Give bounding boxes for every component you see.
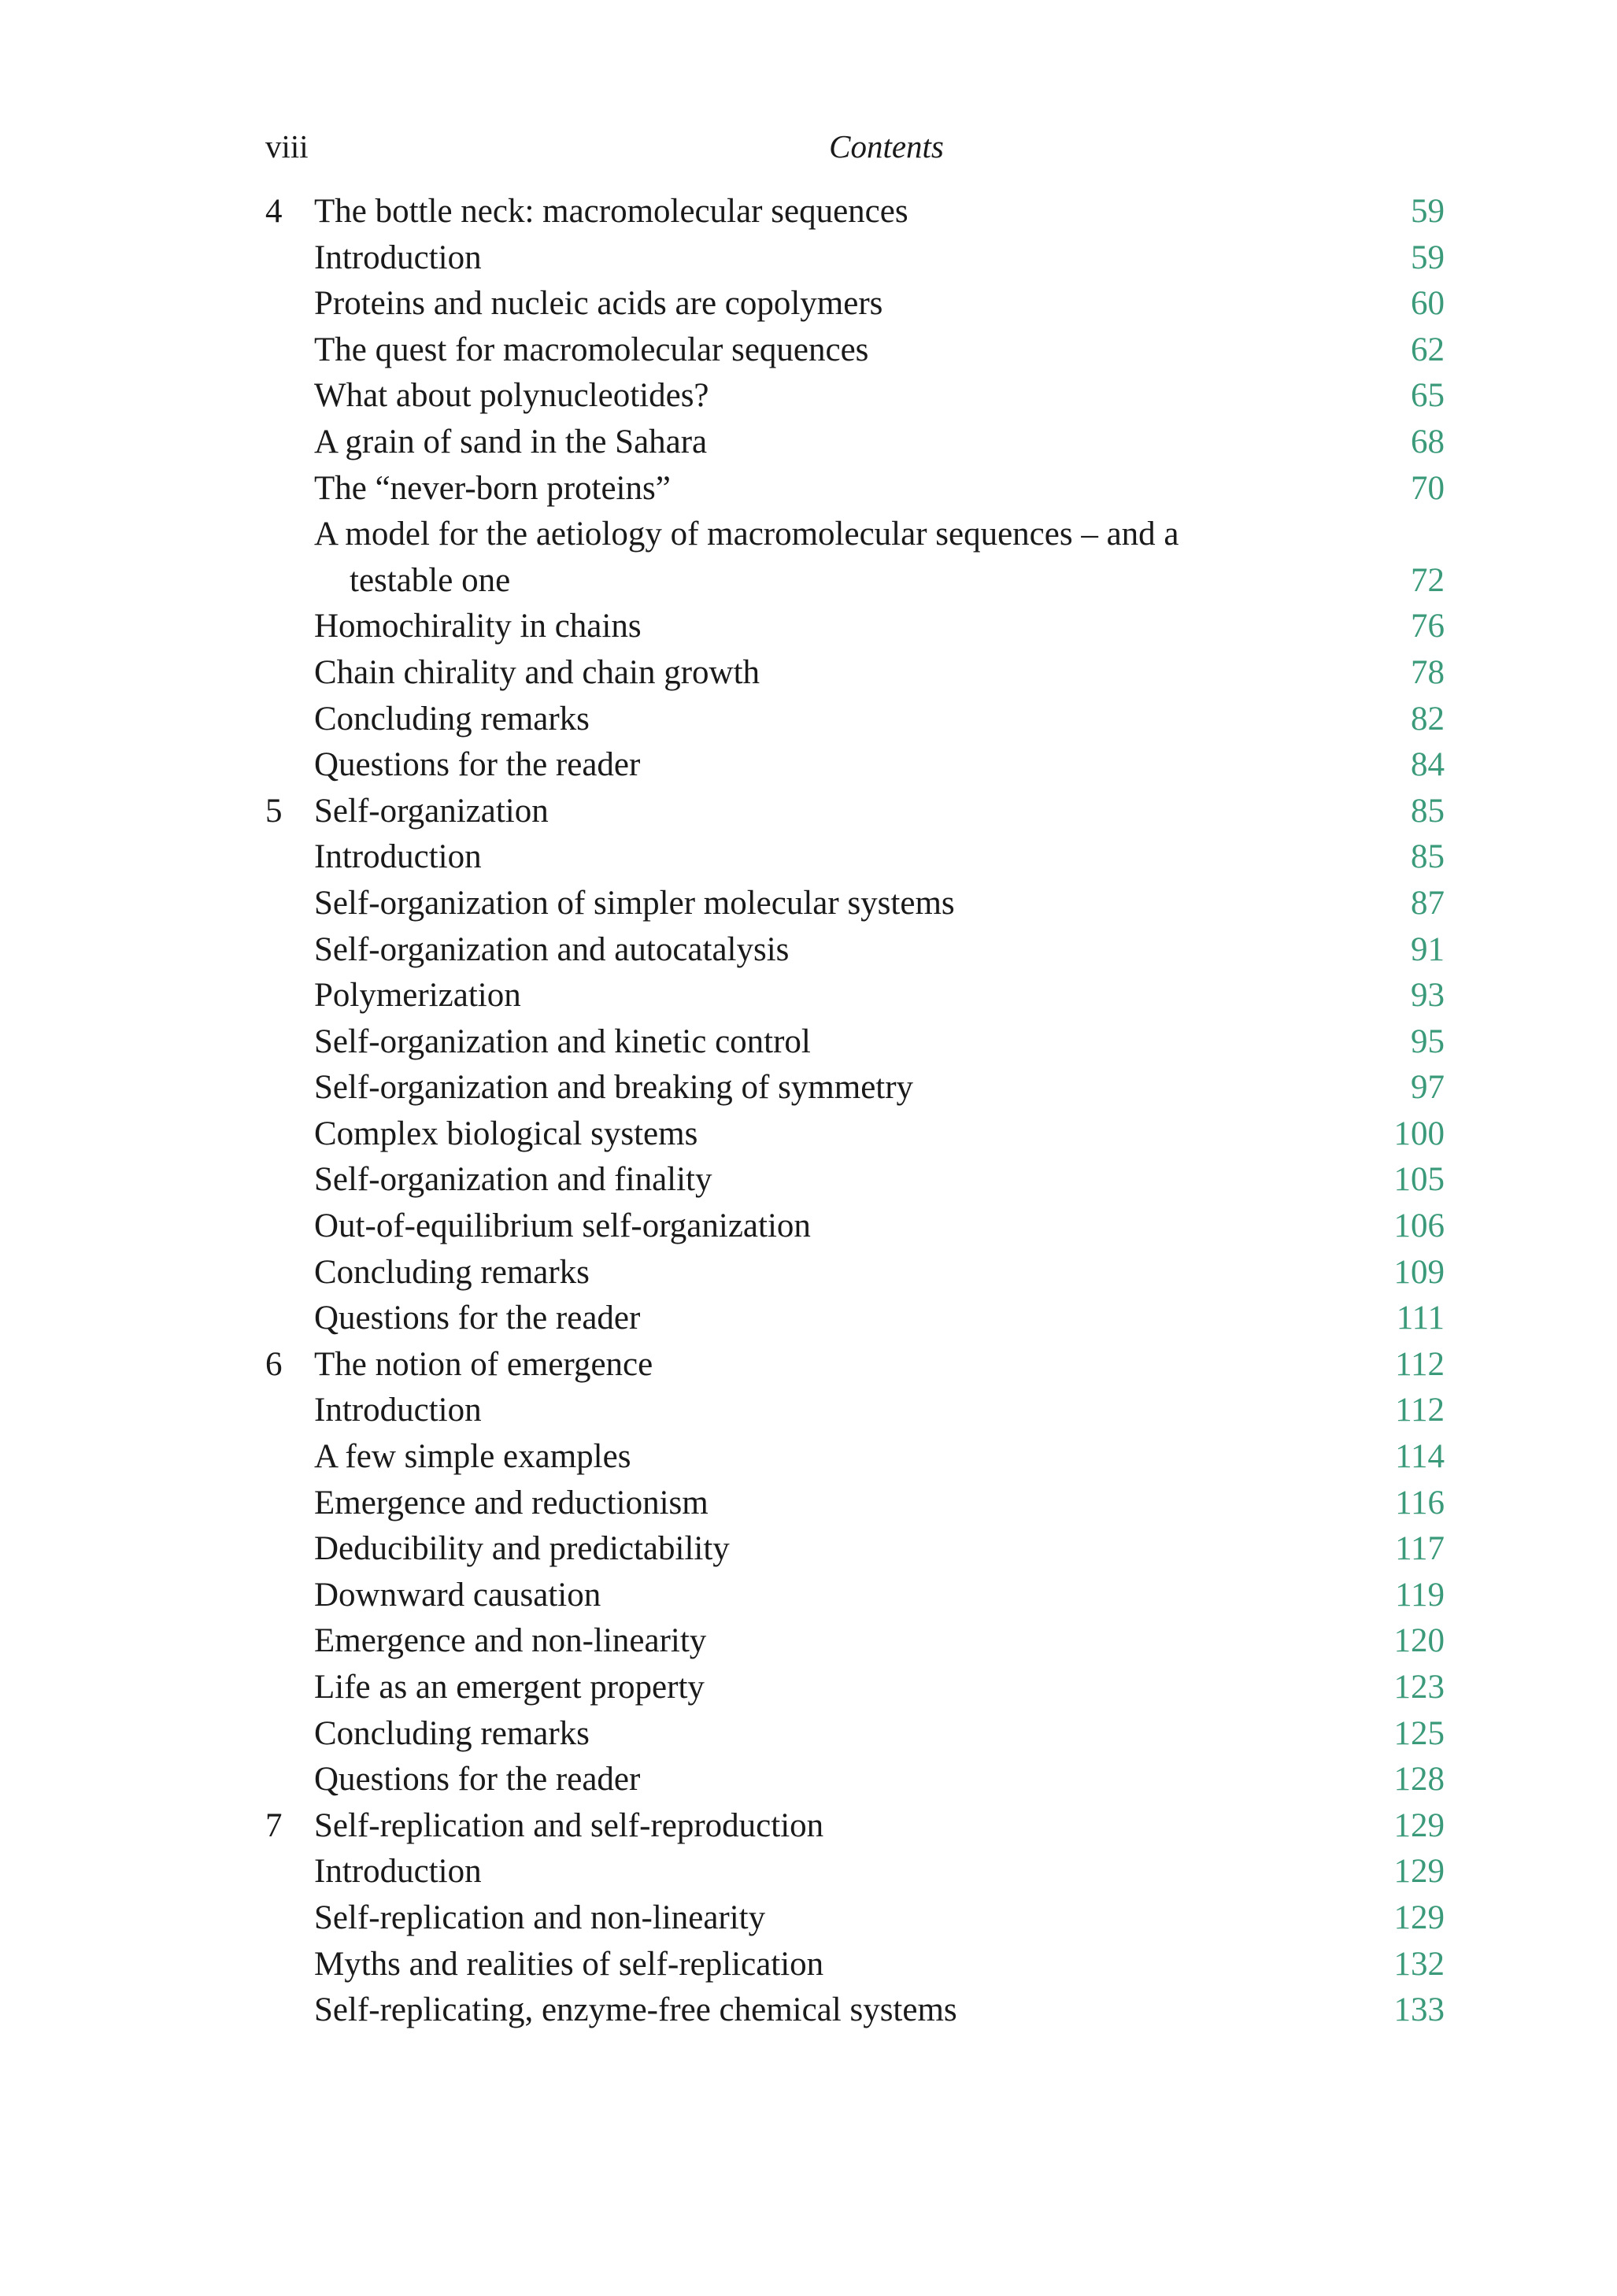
entry-title xyxy=(314,189,1338,235)
toc-section-row xyxy=(265,1757,1445,1803)
page-number: 59 xyxy=(1411,193,1445,230)
entry-title xyxy=(314,1203,1338,1250)
entry-title xyxy=(314,1618,1338,1665)
toc-section-row xyxy=(265,927,1445,974)
page-number: 87 xyxy=(1411,884,1445,922)
entry-title-text: Self-replication and self-reproduction xyxy=(314,1806,824,1844)
entry-title-text: Introduction xyxy=(314,838,482,876)
chapter-number: 5 xyxy=(265,792,283,830)
toc-section-row xyxy=(265,1618,1445,1665)
entry-title-text: Polymerization xyxy=(314,977,521,1015)
toc-section-row xyxy=(265,1481,1445,1527)
entry-title-text: Introduction xyxy=(314,1392,482,1429)
page-number: 60 xyxy=(1411,285,1445,323)
toc-section-row xyxy=(265,604,1445,650)
entry-title xyxy=(314,1757,1338,1803)
entry-title xyxy=(314,1065,1338,1111)
page-number: 59 xyxy=(1411,238,1445,276)
entry-title xyxy=(314,420,1338,466)
page-number: 82 xyxy=(1411,700,1445,738)
entry-title xyxy=(314,1942,1338,1988)
toc-section-row xyxy=(265,1111,1445,1158)
page-number: 109 xyxy=(1393,1253,1445,1291)
entry-title xyxy=(314,881,1338,927)
entry-title-text: Complex biological systems xyxy=(314,1115,698,1152)
page-number: 62 xyxy=(1411,331,1445,368)
page-number: 70 xyxy=(1411,469,1445,507)
entry-title xyxy=(314,1665,1338,1711)
toc-section-row xyxy=(265,327,1445,374)
toc-section-row xyxy=(265,1157,1445,1203)
toc-section-row xyxy=(265,1895,1445,1942)
toc-section-row xyxy=(265,1296,1445,1342)
toc-section-row xyxy=(265,1665,1445,1711)
entry-title-text: A few simple examples xyxy=(314,1438,631,1476)
page-number: 93 xyxy=(1411,977,1445,1015)
entry-title xyxy=(314,1895,1338,1942)
page-number: 129 xyxy=(1393,1853,1445,1891)
page-number: 128 xyxy=(1393,1761,1445,1799)
entry-title xyxy=(314,697,1338,743)
entry-title-text: Questions for the reader xyxy=(314,746,641,784)
entry-title xyxy=(314,1388,1338,1434)
entry-title xyxy=(314,512,1338,604)
page-number: 133 xyxy=(1393,1991,1445,2029)
entry-title xyxy=(314,1481,1338,1527)
page-number: 100 xyxy=(1393,1115,1445,1152)
page-number: 68 xyxy=(1411,423,1445,460)
toc-section-row xyxy=(265,281,1445,327)
entry-title xyxy=(314,1711,1338,1758)
entry-title xyxy=(314,927,1338,974)
entry-title-text: The “never-born proteins” xyxy=(314,469,671,507)
entry-title-text: Chain chirality and chain growth xyxy=(314,653,760,691)
entry-title xyxy=(314,466,1338,512)
page-number: 76 xyxy=(1411,608,1445,645)
entry-title xyxy=(314,742,1338,789)
page-number: 111 xyxy=(1396,1300,1445,1337)
entry-title xyxy=(314,281,1338,327)
entry-title-text: Introduction xyxy=(314,1853,482,1891)
entry-title-text: The notion of emergence xyxy=(314,1345,653,1383)
toc-section-row xyxy=(265,512,1445,604)
entry-title-text: Self-replicating, enzyme-free chemical systems xyxy=(314,1991,957,2029)
toc-section-row xyxy=(265,1434,1445,1481)
entry-title xyxy=(314,1342,1338,1388)
toc-section-row xyxy=(265,742,1445,789)
entry-title-text: Deducibility and predictability xyxy=(314,1530,730,1568)
page-number: 84 xyxy=(1411,746,1445,784)
entry-title-text: A grain of sand in the Sahara xyxy=(314,423,708,460)
toc-section-row xyxy=(265,1526,1445,1573)
page-number: 129 xyxy=(1393,1899,1445,1936)
table-of-contents xyxy=(265,189,1445,2034)
running-head-title: Contents xyxy=(829,128,944,165)
toc-section-row xyxy=(265,650,1445,697)
entry-title-text: Proteins and nucleic acids are copolymers xyxy=(314,285,883,323)
toc-section-row xyxy=(265,881,1445,927)
entry-title xyxy=(314,1434,1338,1481)
chapter-number: 6 xyxy=(265,1345,283,1383)
entry-title-text: Self-organization and breaking of symmetry xyxy=(314,1069,914,1107)
entry-title-text: Self-organization and kinetic control xyxy=(314,1022,811,1060)
page-number: 123 xyxy=(1393,1669,1445,1706)
toc-section-row xyxy=(265,373,1445,420)
page-number: 129 xyxy=(1393,1806,1445,1844)
entry-title xyxy=(314,327,1338,374)
folio: viii xyxy=(265,128,309,165)
entry-title xyxy=(314,1849,1338,1895)
toc-section-row xyxy=(265,973,1445,1019)
entry-title-text: The quest for macromolecular sequences xyxy=(314,331,869,368)
toc-section-row xyxy=(265,1388,1445,1434)
page-number: 117 xyxy=(1395,1530,1445,1568)
entry-title-text: Life as an emergent property xyxy=(314,1669,705,1706)
toc-section-row xyxy=(265,1987,1445,2034)
entry-title-text: Introduction xyxy=(314,238,482,276)
page-number: 120 xyxy=(1393,1622,1445,1660)
entry-title-text: Myths and realities of self-replication xyxy=(314,1945,824,1983)
entry-title xyxy=(314,834,1338,881)
page-number: 65 xyxy=(1411,377,1445,415)
page-number: 125 xyxy=(1393,1714,1445,1752)
toc-section-row xyxy=(265,1711,1445,1758)
page-number: 95 xyxy=(1411,1022,1445,1060)
page-number: 106 xyxy=(1393,1207,1445,1245)
toc-section-row xyxy=(265,1849,1445,1895)
toc-section-row xyxy=(265,1250,1445,1296)
toc-section-row xyxy=(265,420,1445,466)
page-number: 105 xyxy=(1393,1161,1445,1199)
entry-title-text: Homochirality in chains xyxy=(314,608,642,645)
page-number: 112 xyxy=(1395,1345,1445,1383)
toc-section-row xyxy=(265,1065,1445,1111)
toc-section-row xyxy=(265,1203,1445,1250)
page-number: 78 xyxy=(1411,653,1445,691)
entry-title xyxy=(314,1987,1338,2034)
running-head xyxy=(265,124,1445,168)
entry-title-text: Emergence and non-linearity xyxy=(314,1622,707,1660)
entry-title-text: The bottle neck: macromolecular sequences xyxy=(314,193,908,230)
entry-title xyxy=(314,1111,1338,1158)
page-number: 97 xyxy=(1411,1069,1445,1107)
page-number: 91 xyxy=(1411,930,1445,968)
entry-title-text: Self-organization xyxy=(314,792,549,830)
toc-section-row xyxy=(265,697,1445,743)
page-number: 85 xyxy=(1411,792,1445,830)
entry-title-text: Self-replication and non-linearity xyxy=(314,1899,766,1936)
entry-title xyxy=(314,235,1338,282)
entry-title-text: Emergence and reductionism xyxy=(314,1484,709,1521)
entry-title xyxy=(314,1803,1338,1850)
entry-title-text: Questions for the reader xyxy=(314,1300,641,1337)
entry-title-text: What about polynucleotides? xyxy=(314,377,709,415)
toc-section-row xyxy=(265,1573,1445,1619)
page-number: 132 xyxy=(1393,1945,1445,1983)
entry-title-text: Self-organization and finality xyxy=(314,1161,712,1199)
entry-title xyxy=(314,604,1338,650)
entry-title-text: Concluding remarks xyxy=(314,700,590,738)
entry-title xyxy=(314,1296,1338,1342)
entry-title xyxy=(314,1526,1338,1573)
entry-title-text: Self-organization of simpler molecular systems xyxy=(314,884,955,922)
toc-section-row xyxy=(265,834,1445,881)
entry-title xyxy=(314,1250,1338,1296)
chapter-number: 4 xyxy=(265,193,283,230)
entry-title-text: Questions for the reader xyxy=(314,1761,641,1799)
entry-title-text: A model for the aetiology of macromolecular sequences – and a xyxy=(314,516,1179,553)
toc-section-row xyxy=(265,1019,1445,1066)
entry-title xyxy=(314,373,1338,420)
entry-title-text: Downward causation xyxy=(314,1576,601,1614)
page-number: 119 xyxy=(1395,1576,1445,1614)
entry-title-text: Concluding remarks xyxy=(314,1714,590,1752)
toc-section-row xyxy=(265,1942,1445,1988)
toc-chapter-row xyxy=(265,1342,1445,1388)
toc-chapter-row xyxy=(265,1803,1445,1850)
entry-title-text: Out-of-equilibrium self-organization xyxy=(314,1207,811,1245)
toc-section-row xyxy=(265,466,1445,512)
toc-section-row xyxy=(265,235,1445,282)
entry-title-text: Self-organization and autocatalysis xyxy=(314,930,790,968)
entry-title-text: Concluding remarks xyxy=(314,1253,590,1291)
entry-title xyxy=(314,789,1338,835)
page-number: 116 xyxy=(1395,1484,1445,1521)
entry-title xyxy=(314,973,1338,1019)
toc-chapter-row xyxy=(265,789,1445,835)
toc-chapter-row xyxy=(265,189,1445,235)
page-number: 72 xyxy=(1411,561,1445,599)
page-number: 85 xyxy=(1411,838,1445,876)
page-number: 114 xyxy=(1395,1438,1445,1476)
entry-title xyxy=(314,1573,1338,1619)
entry-title xyxy=(314,650,1338,697)
entry-title xyxy=(314,1157,1338,1203)
entry-title-continuation: testable one xyxy=(350,561,511,599)
chapter-number: 7 xyxy=(265,1806,283,1844)
entry-title xyxy=(314,1019,1338,1066)
page-number: 112 xyxy=(1395,1392,1445,1429)
